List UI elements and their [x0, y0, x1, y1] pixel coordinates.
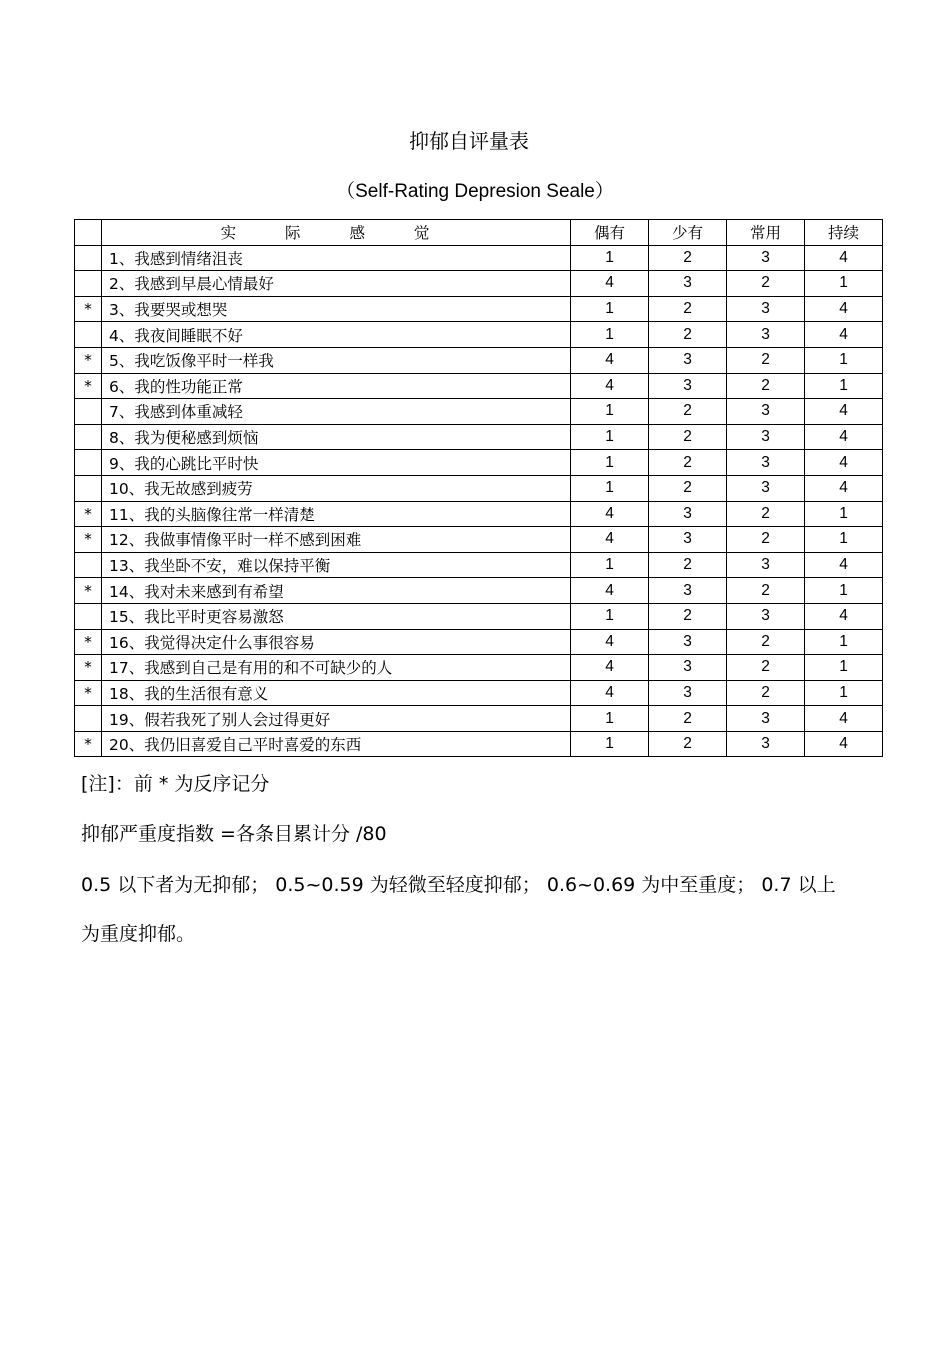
score-often: 3 [727, 322, 805, 348]
score-often: 2 [727, 680, 805, 706]
item-text: 4、我夜间睡眠不好 [102, 322, 571, 348]
score-always: 4 [805, 731, 883, 757]
table-row [75, 578, 883, 604]
table-row [75, 347, 883, 373]
item-text: 9、我的心跳比平时快 [102, 450, 571, 476]
score-seldom: 3 [649, 655, 727, 681]
score-always: 1 [805, 271, 883, 297]
reverse-score-mark: * [75, 347, 102, 373]
score-often: 2 [727, 373, 805, 399]
score-occasionally: 1 [571, 450, 649, 476]
score-seldom: 2 [649, 552, 727, 578]
score-always: 4 [805, 552, 883, 578]
score-always: 4 [805, 245, 883, 271]
reverse-score-mark [75, 245, 102, 271]
page-subtitle: （Self-Rating Depresion Seale） [336, 181, 614, 202]
page-title: 抑郁自评量表 [409, 129, 529, 153]
score-always: 4 [805, 475, 883, 501]
score-often: 2 [727, 501, 805, 527]
reverse-score-mark: * [75, 578, 102, 604]
score-occasionally: 4 [571, 373, 649, 399]
score-seldom: 3 [649, 578, 727, 604]
score-occasionally: 1 [571, 296, 649, 322]
score-always: 4 [805, 399, 883, 425]
reverse-score-mark [75, 475, 102, 501]
table-row [75, 322, 883, 348]
score-occasionally: 4 [571, 271, 649, 297]
note-severity-index: 抑郁严重度指数 =各条目累计分 /80 [81, 823, 387, 845]
score-often: 3 [727, 552, 805, 578]
score-occasionally: 1 [571, 552, 649, 578]
score-often: 2 [727, 347, 805, 373]
score-occasionally: 1 [571, 424, 649, 450]
header-mark [75, 220, 102, 246]
score-seldom: 2 [649, 706, 727, 732]
table-row [75, 655, 883, 681]
item-text: 19、假若我死了别人会过得更好 [102, 706, 571, 732]
score-always: 1 [805, 680, 883, 706]
item-text: 12、我做事情像平时一样不感到困难 [102, 527, 571, 553]
score-always: 4 [805, 322, 883, 348]
score-occasionally: 1 [571, 245, 649, 271]
score-always: 1 [805, 373, 883, 399]
table-row [75, 603, 883, 629]
score-often: 2 [727, 271, 805, 297]
table-row [75, 271, 883, 297]
table-body [75, 245, 883, 757]
reverse-score-mark [75, 271, 102, 297]
reverse-score-mark [75, 706, 102, 732]
score-seldom: 3 [649, 680, 727, 706]
score-often: 2 [727, 578, 805, 604]
score-often: 2 [727, 655, 805, 681]
item-text: 8、我为便秘感到烦恼 [102, 424, 571, 450]
score-often: 3 [727, 731, 805, 757]
score-seldom: 2 [649, 399, 727, 425]
item-text: 15、我比平时更容易激怒 [102, 603, 571, 629]
table-row [75, 552, 883, 578]
score-always: 1 [805, 347, 883, 373]
score-always: 1 [805, 629, 883, 655]
reverse-score-mark: * [75, 655, 102, 681]
score-often: 3 [727, 399, 805, 425]
rating-scale-table [74, 219, 883, 757]
score-seldom: 2 [649, 322, 727, 348]
table-row [75, 424, 883, 450]
table-row [75, 373, 883, 399]
item-text: 1、我感到情绪沮丧 [102, 245, 571, 271]
score-seldom: 2 [649, 450, 727, 476]
header-score-occasionally: 偶有 [571, 220, 649, 246]
score-often: 3 [727, 424, 805, 450]
reverse-score-mark [75, 399, 102, 425]
score-seldom: 3 [649, 501, 727, 527]
score-often: 3 [727, 450, 805, 476]
header-score-seldom: 少有 [649, 220, 727, 246]
reverse-score-mark [75, 424, 102, 450]
score-often: 3 [727, 245, 805, 271]
score-seldom: 2 [649, 424, 727, 450]
score-occasionally: 1 [571, 706, 649, 732]
score-occasionally: 1 [571, 731, 649, 757]
score-seldom: 2 [649, 475, 727, 501]
reverse-score-mark: * [75, 680, 102, 706]
table-row [75, 501, 883, 527]
reverse-score-mark: * [75, 527, 102, 553]
header-score-often: 常用 [727, 220, 805, 246]
header-score-always: 持续 [805, 220, 883, 246]
reverse-score-mark: * [75, 296, 102, 322]
score-occasionally: 4 [571, 347, 649, 373]
score-always: 1 [805, 527, 883, 553]
reverse-score-mark [75, 322, 102, 348]
table-row [75, 527, 883, 553]
reverse-score-mark [75, 552, 102, 578]
item-text: 2、我感到早晨心情最好 [102, 271, 571, 297]
score-seldom: 2 [649, 731, 727, 757]
score-occasionally: 1 [571, 475, 649, 501]
score-always: 1 [805, 655, 883, 681]
item-text: 6、我的性功能正常 [102, 373, 571, 399]
item-text: 18、我的生活很有意义 [102, 680, 571, 706]
reverse-score-mark: * [75, 373, 102, 399]
score-seldom: 3 [649, 629, 727, 655]
score-always: 4 [805, 296, 883, 322]
score-occasionally: 4 [571, 578, 649, 604]
table-header-row [75, 220, 883, 246]
score-always: 4 [805, 706, 883, 732]
item-text: 13、我坐卧不安，难以保持平衡 [102, 552, 571, 578]
item-text: 10、我无故感到疲劳 [102, 475, 571, 501]
item-text: 5、我吃饭像平时一样我 [102, 347, 571, 373]
reverse-score-mark: * [75, 629, 102, 655]
reverse-score-mark [75, 450, 102, 476]
score-occasionally: 4 [571, 501, 649, 527]
score-occasionally: 4 [571, 527, 649, 553]
score-occasionally: 4 [571, 629, 649, 655]
table-row [75, 475, 883, 501]
score-often: 3 [727, 706, 805, 732]
score-seldom: 3 [649, 347, 727, 373]
score-always: 1 [805, 578, 883, 604]
reverse-score-mark: * [75, 731, 102, 757]
reverse-score-mark: * [75, 501, 102, 527]
score-always: 4 [805, 424, 883, 450]
score-often: 3 [727, 603, 805, 629]
item-text: 20、我仍旧喜爱自己平时喜爱的东西 [102, 731, 571, 757]
note-interpretation-cont: 为重度抑郁。 [81, 923, 196, 945]
score-often: 3 [727, 475, 805, 501]
table-row [75, 629, 883, 655]
score-seldom: 2 [649, 603, 727, 629]
score-seldom: 2 [649, 296, 727, 322]
item-text: 3、我要哭或想哭 [102, 296, 571, 322]
table-row [75, 245, 883, 271]
table-row [75, 706, 883, 732]
note-reverse-scoring: [注]：前 * 为反序记分 [81, 773, 270, 795]
table-row [75, 680, 883, 706]
score-occasionally: 1 [571, 322, 649, 348]
table-row [75, 731, 883, 757]
table-row [75, 296, 883, 322]
score-often: 3 [727, 296, 805, 322]
score-seldom: 3 [649, 271, 727, 297]
score-occasionally: 1 [571, 399, 649, 425]
score-occasionally: 1 [571, 603, 649, 629]
score-always: 1 [805, 501, 883, 527]
score-always: 4 [805, 603, 883, 629]
item-text: 14、我对未来感到有希望 [102, 578, 571, 604]
score-seldom: 3 [649, 527, 727, 553]
note-interpretation: 0.5 以下者为无抑郁； 0.5~0.59 为轻微至轻度抑郁； 0.6~0.69 为中至重度； 0.7 以上 [81, 874, 836, 896]
score-seldom: 3 [649, 373, 727, 399]
header-item: 实 际 感 觉 [102, 220, 571, 246]
item-text: 7、我感到体重减轻 [102, 399, 571, 425]
score-often: 2 [727, 629, 805, 655]
table-row [75, 450, 883, 476]
score-seldom: 2 [649, 245, 727, 271]
item-text: 11、我的头脑像往常一样清楚 [102, 501, 571, 527]
table-row [75, 399, 883, 425]
reverse-score-mark [75, 603, 102, 629]
item-text: 17、我感到自己是有用的和不可缺少的人 [102, 655, 571, 681]
score-often: 2 [727, 527, 805, 553]
item-text: 16、我觉得决定什么事很容易 [102, 629, 571, 655]
score-always: 4 [805, 450, 883, 476]
score-occasionally: 4 [571, 680, 649, 706]
score-occasionally: 4 [571, 655, 649, 681]
